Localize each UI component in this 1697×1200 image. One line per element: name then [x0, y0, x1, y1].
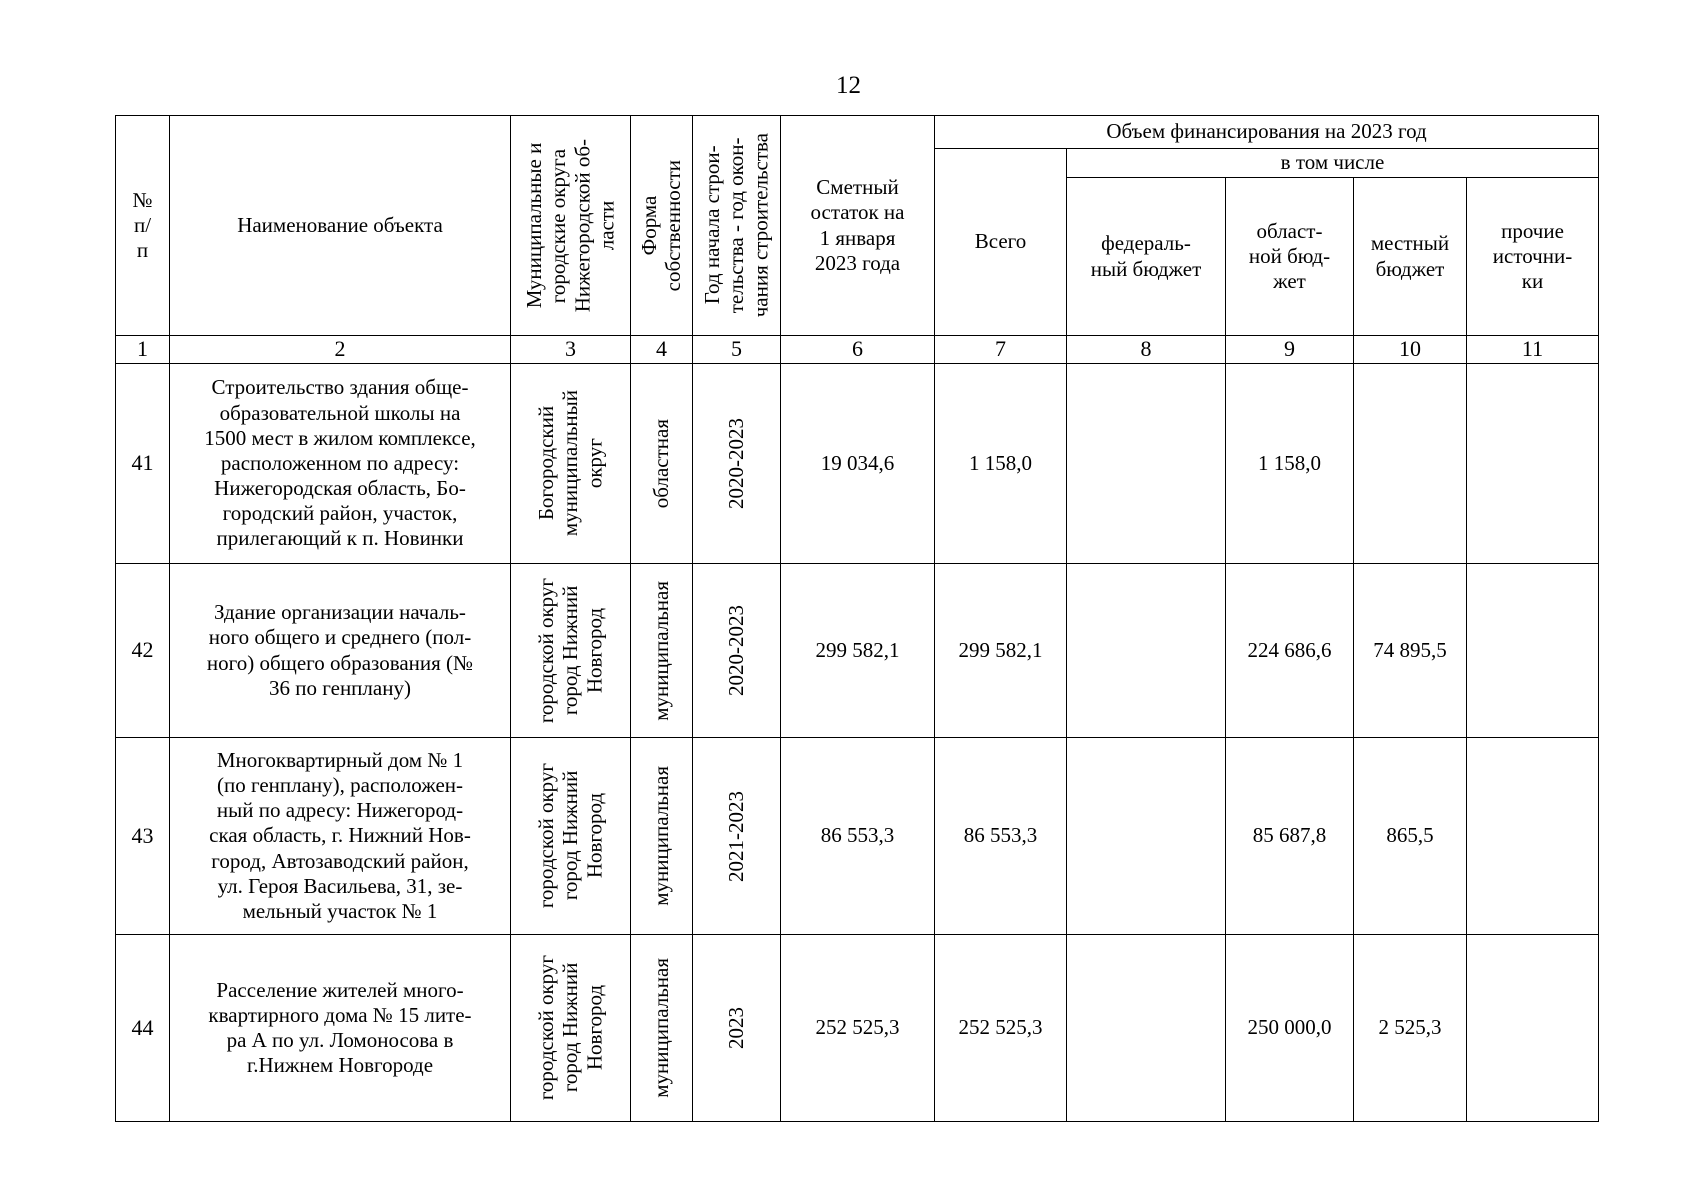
- row-years-cell: [693, 364, 781, 564]
- header-municipality-cell: [511, 116, 631, 336]
- row-municipality-cell: [511, 738, 631, 935]
- header-no: № п/ п: [116, 116, 170, 336]
- row-ownership: муниципальная: [649, 958, 674, 1098]
- page-number: 12: [836, 72, 861, 99]
- row-object-name: Здание организации началь- ного общего и среднего (пол- ного) общего образования (№ 36 по генплану): [170, 564, 511, 738]
- row-total: 86 553,3: [935, 738, 1067, 935]
- row-ownership: муниципальная: [649, 766, 674, 906]
- column-number: 9: [1226, 336, 1354, 364]
- row-years: 2023: [724, 1007, 749, 1049]
- row-no: 42: [116, 564, 170, 738]
- row-other: [1467, 935, 1599, 1122]
- row-municipality-cell: [511, 935, 631, 1122]
- row-regional: 250 000,0: [1226, 935, 1354, 1122]
- row-no: 41: [116, 364, 170, 564]
- row-ownership-cell: [631, 935, 693, 1122]
- header-federal: федераль- ный бюджет: [1067, 178, 1226, 336]
- row-ownership: областная: [649, 418, 674, 509]
- row-ownership-cell: [631, 364, 693, 564]
- row-object-name: Строительство здания обще- образовательной школы на 1500 мест в жилом комплексе, расположенном по адресу: Нижегородская область, Бо- городский район, участок, прилегающий к п. Новинки: [170, 364, 511, 564]
- row-other: [1467, 364, 1599, 564]
- header-regional: област- ной бюд- жет: [1226, 178, 1354, 336]
- row-years-cell: [693, 564, 781, 738]
- row-no: 44: [116, 935, 170, 1122]
- row-other: [1467, 564, 1599, 738]
- row-estimate: 299 582,1: [781, 564, 935, 738]
- header-years: Год начала строи- тельства - год окон- чания строительства: [700, 133, 773, 318]
- financing-table: [115, 115, 1599, 1122]
- column-number: 1: [116, 336, 170, 364]
- row-local: 74 895,5: [1354, 564, 1467, 738]
- row-no: 43: [116, 738, 170, 935]
- row-total: 1 158,0: [935, 364, 1067, 564]
- header-ownership: Форма собственности: [637, 159, 686, 292]
- row-municipality-cell: [511, 564, 631, 738]
- row-municipality: городской округ город Нижний Новгород: [534, 955, 607, 1101]
- row-estimate: 86 553,3: [781, 738, 935, 935]
- header-ownership-cell: [631, 116, 693, 336]
- row-estimate: 19 034,6: [781, 364, 935, 564]
- header-row-1: [116, 116, 1599, 149]
- row-municipality: городской округ город Нижний Новгород: [534, 577, 607, 724]
- row-years: 2021-2023: [724, 790, 749, 882]
- row-ownership: муниципальная: [649, 580, 674, 721]
- row-federal: [1067, 564, 1226, 738]
- row-years: 2020-2023: [724, 605, 749, 696]
- header-total: Всего: [935, 149, 1067, 336]
- header-estimate: Сметный остаток на 1 января 2023 года: [781, 116, 935, 336]
- column-number: 7: [935, 336, 1067, 364]
- row-object-name: Многоквартирный дом № 1 (по генплану), расположен- ный по адресу: Нижегород- ская область, г. Нижний Нов- город, Автозаводский район, ул. Героя Васильева, 31, зе- мельный участок № 1: [170, 738, 511, 935]
- column-number: 10: [1354, 336, 1467, 364]
- header-years-cell: [693, 116, 781, 336]
- column-number: 6: [781, 336, 935, 364]
- row-municipality: городской округ город Нижний Новгород: [534, 763, 607, 909]
- row-years: 2020-2023: [724, 418, 749, 509]
- row-municipality-cell: [511, 364, 631, 564]
- row-federal: [1067, 738, 1226, 935]
- header-including: в том числе: [1067, 149, 1599, 178]
- row-ownership-cell: [631, 738, 693, 935]
- row-years-cell: [693, 738, 781, 935]
- row-regional: 1 158,0: [1226, 364, 1354, 564]
- row-federal: [1067, 935, 1226, 1122]
- row-years-cell: [693, 935, 781, 1122]
- header-name: Наименование объекта: [170, 116, 511, 336]
- row-total: 252 525,3: [935, 935, 1067, 1122]
- column-number: 11: [1467, 336, 1599, 364]
- column-number: 3: [511, 336, 631, 364]
- row-local: 2 525,3: [1354, 935, 1467, 1122]
- row-local: 865,5: [1354, 738, 1467, 935]
- column-number: 2: [170, 336, 511, 364]
- row-regional: 85 687,8: [1226, 738, 1354, 935]
- row-local: [1354, 364, 1467, 564]
- column-number-row: [116, 336, 1599, 364]
- table-row: [116, 364, 1599, 564]
- row-estimate: 252 525,3: [781, 935, 935, 1122]
- table-row: [116, 935, 1599, 1122]
- column-number: 5: [693, 336, 781, 364]
- row-ownership-cell: [631, 564, 693, 738]
- row-federal: [1067, 364, 1226, 564]
- column-number: 8: [1067, 336, 1226, 364]
- column-number: 4: [631, 336, 693, 364]
- row-municipality: Богородский муниципальный округ: [534, 390, 607, 537]
- table-row: [116, 738, 1599, 935]
- row-regional: 224 686,6: [1226, 564, 1354, 738]
- header-municipality: Муниципальные и городские округа Нижегородской об- ласти: [522, 138, 619, 313]
- header-other: прочие источни- ки: [1467, 178, 1599, 336]
- row-total: 299 582,1: [935, 564, 1067, 738]
- row-object-name: Расселение жителей много- квартирного дома № 15 лите- ра А по ул. Ломоносова в г.Нижнем Новгороде: [170, 935, 511, 1122]
- header-financing: Объем финансирования на 2023 год: [935, 116, 1599, 149]
- table-row: [116, 564, 1599, 738]
- row-other: [1467, 738, 1599, 935]
- header-local: местный бюджет: [1354, 178, 1467, 336]
